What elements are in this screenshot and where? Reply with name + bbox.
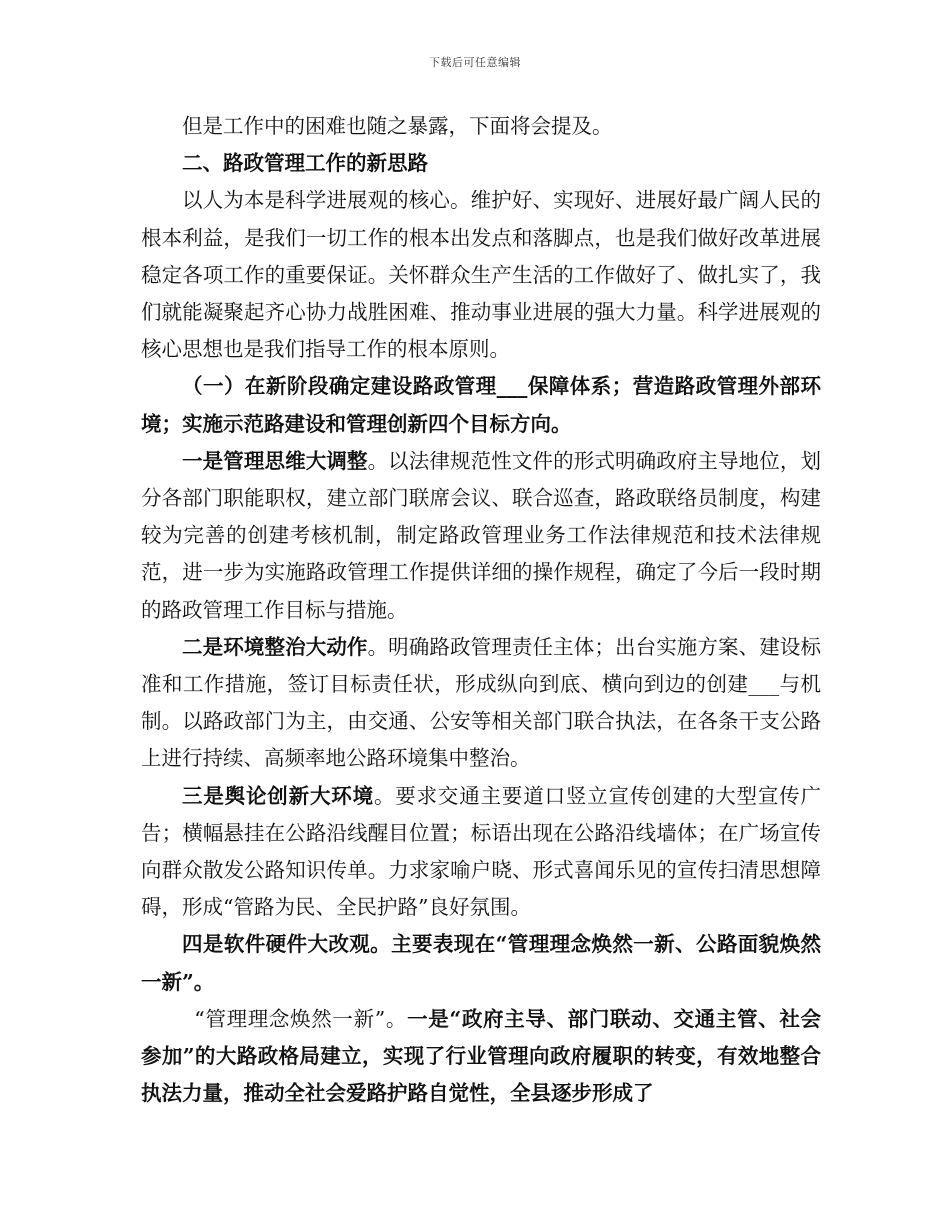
point-two-text: 。明确路政管理责任主体；出台实施方案、建设标准和工作措施，签订目标责任状，形成纵向到底、横向到边的创建___与机制。以路政部门为主，由交通、公安等相关部门联合执法，在各条干支公路上进行持续、高频率地公路环境集中整治。 [141, 634, 822, 771]
point-three-lead: 三是舆论创新大环境 [182, 783, 374, 808]
paragraph-intro: 但是工作中的困难也随之暴露，下面将会提及。 [182, 114, 613, 138]
management-concept-lead: “管理理念焕然一新”。 [194, 1006, 408, 1031]
point-one-text: 。以法律规范性文件的形式明确政府主导地位，划分各部门职能职权，建立部门联席会议、联合巡查，路政联络员制度，构建较为完善的创建考核机制，制定路政管理业务工作法律规范和技术法律规范，进一步为实施路政管理工作提供详细的操作规程，确定了今后一段时期的路政管理工作目标与措施。 [141, 448, 822, 622]
section-heading: 二、路政管理工作的新思路 [182, 151, 428, 176]
paragraph-point-one [141, 443, 821, 629]
document-body [141, 108, 821, 1112]
paragraph-point-two [141, 629, 821, 778]
paragraph-point-four: 四是软件硬件大改观。主要表现在“管理理念焕然一新、公路面貌焕然一新”。 [141, 932, 821, 994]
subsection-heading: （一）在新阶段确定建设路政管理___保障体系；营造路政管理外部环境；实施示范路建设和管理创新四个目标方向。 [141, 374, 821, 436]
paragraph-core-concept: 以人为本是科学进展观的核心。维护好、实现好、进展好最广阔人民的根本利益，是我们一切工作的根本出发点和落脚点，也是我们做好改革进展稳定各项工作的重要保证。关怀群众生产生活的工作做好了、做扎实了，我们就能凝聚起齐心协力战胜困难、推动事业进展的强大力量。科学进展观的核心思想也是我们指导工作的根本原则。 [141, 188, 821, 362]
paragraph-management-concept [141, 1001, 821, 1113]
point-three-text: 。要求交通主要道口竖立宣传创建的大型宣传广告；横幅悬挂在公路沿线醒目位置；标语出现在公路沿线墙体；在广场宣传向群众散发公路知识传单。力求家喻户晓、形式喜闻乐见的宣传扫清思想障碍，形成“管路为民、全民护路”良好氛围。 [141, 783, 822, 920]
management-concept-text: 一是“政府主导、部门联动、交通主管、社会参加”的大路政格局建立，实现了行业管理向政府履职的转变，有效地整合执法力量，推动全社会爱路护路自觉性，全县逐步形成了 [141, 1006, 821, 1106]
paragraph-point-three [141, 778, 821, 927]
point-one-lead: 一是管理思维大调整 [182, 448, 368, 473]
point-two-lead: 二是环境整治大动作 [182, 634, 368, 659]
header-note: 下载后可任意编辑 [429, 56, 521, 69]
